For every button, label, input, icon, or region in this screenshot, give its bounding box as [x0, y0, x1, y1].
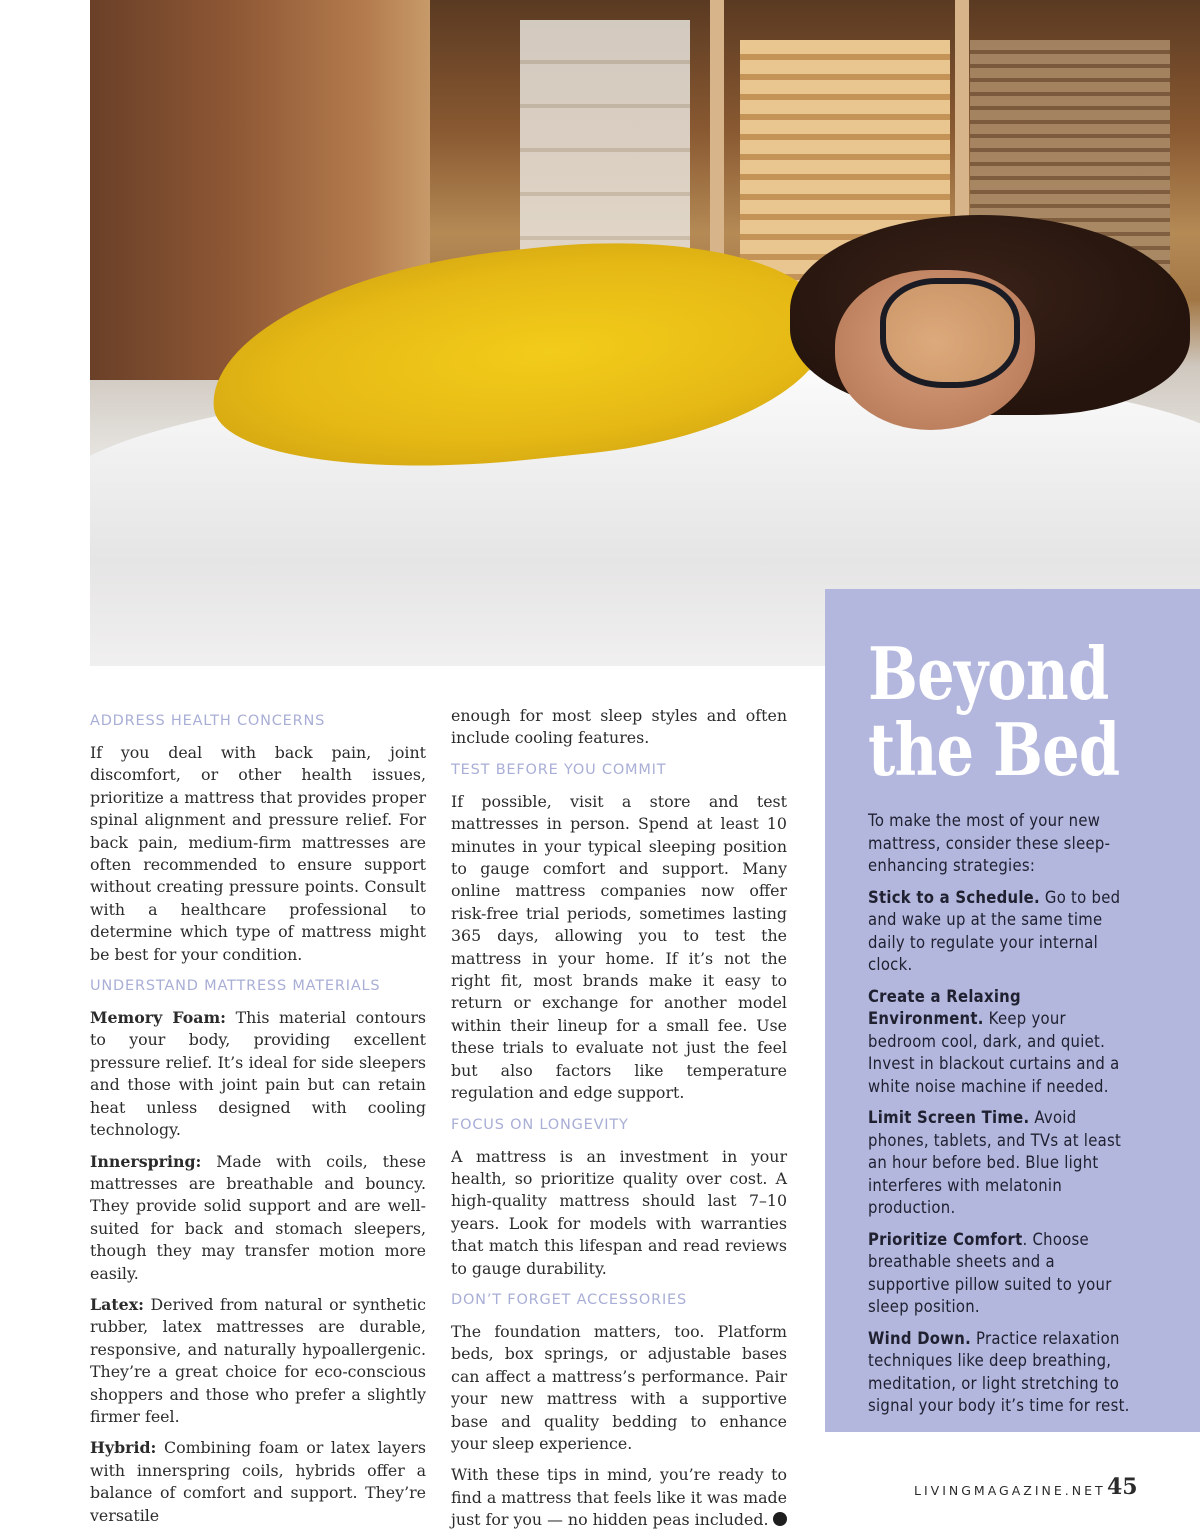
sidebar-title: [868, 631, 1130, 792]
paragraph-innerspring: [90, 1151, 426, 1285]
sidebar-body: [868, 810, 1138, 1427]
hero-photo: [90, 0, 1200, 666]
page-number: 45: [1107, 1474, 1138, 1500]
tip-text: Avoid phones, tablets, and TVs at least an hour before bed. Blue light interferes with melatonin production.: [868, 1108, 1122, 1217]
section-heading: DON’T FORGET ACCESSORIES: [451, 1291, 688, 1308]
term-text: Derived from natural or synthetic rubber, latex mattresses are durable, responsive, and naturally hypoallergenic. They’re a great choice for eco-conscious shoppers and those who prefer a slightly firmer feel.: [90, 1294, 426, 1426]
paragraph: If you deal with back pain, joint discomfort, or other health issues, prioritize a mattress that provides proper spinal alignment and pressure relief. For back pain, medium-firm mattresses are often recommended to ensure support without creating pressure points. Consult with a healthcare professional to determine which type of mattress might be best for your condition.: [90, 743, 426, 964]
section-heading: ADDRESS HEALTH CONCERNS: [90, 713, 326, 729]
paragraph: A mattress is an investment in your health, so prioritize quality over cost. A high-quality mattress should last 7–10 years. Look for models with warranties that match this lifespan and read reviews to gauge durability.: [451, 1146, 787, 1278]
section-heading: UNDERSTAND MATTRESS MATERIALS: [90, 978, 381, 995]
sidebar-title-line: Beyond: [868, 631, 1109, 716]
tip-label: Limit Screen Time.: [868, 1108, 1030, 1127]
term-text: Combining foam or latex layers with innerspring coils, hybrids offer a balance of comfort and support. They’re versatile: [90, 1438, 426, 1525]
sidebar-intro: To make the most of your new mattress, consider these sleep-enhancing strategies:: [868, 811, 1111, 875]
section-heading: FOCUS ON LONGEVITY: [451, 1116, 629, 1133]
footer-site-name: LIVINGMAGAZINE.NET: [914, 1483, 1106, 1498]
closing-paragraph: [451, 1464, 787, 1531]
paragraph: The foundation matters, too. Platform beds, box springs, or adjustable bases can affect a mattress’s performance. Pair your new mattress with a supportive base and quality bedding to enhance your sleep experience.: [451, 1321, 787, 1453]
closing-text: With these tips in mind, you’re ready to find a mattress that feels like it was made just for you — no hidden peas included.: [451, 1465, 787, 1530]
paragraph-continued: enough for most sleep styles and often include cooling features.: [451, 706, 787, 748]
tip-label: Wind Down.: [868, 1328, 972, 1348]
sidebar-tip: [868, 1328, 1138, 1418]
term-label: Latex:: [90, 1294, 144, 1314]
end-mark-icon: [773, 1512, 787, 1526]
photo-person-glasses: [880, 278, 1020, 388]
paragraph: If possible, visit a store and test mattresses in person. Spend at least 10 minutes in your typical sleeping position to gauge comfort and support. Many online mattress companies now offer risk-free trial periods, sometimes lasting 365 days, allowing you to test the mattress in your home. If it’s not the right fit, most brands make it easy to return or exchange for another model within their lineup for a small fee. Use these trials to evaluate not just the feel but also factors like temperature regulation and edge support.: [451, 791, 787, 1103]
tip-text: Keep your bedroom cool, dark, and quiet. Invest in blackout curtains and a white noise machine if needed.: [868, 1009, 1120, 1096]
sidebar-tip: [868, 887, 1138, 977]
tip-text: . Choose breathable sheets and a supportive pillow suited to your sleep position.: [868, 1229, 1112, 1316]
article-column-2: [451, 705, 787, 1538]
term-label: Innerspring:: [90, 1151, 202, 1171]
term-label: Hybrid:: [90, 1438, 157, 1458]
tip-label: Create a Relaxing Environment.: [868, 986, 1021, 1028]
article-column-1: [90, 710, 426, 1536]
paragraph-latex: [90, 1294, 426, 1428]
sidebar-tip: [868, 1229, 1138, 1319]
term-text: This material contours to your body, providing excellent pressure relief. It’s ideal for side sleepers and those with joint pain but can retain heat unless designed with cooling technology.: [90, 1008, 426, 1140]
tip-label: Prioritize Comfort: [868, 1229, 1023, 1249]
term-label: Memory Foam:: [90, 1008, 227, 1028]
sidebar-tip: [868, 1107, 1138, 1220]
tip-text: Go to bed and wake up at the same time daily to regulate your internal clock.: [868, 887, 1121, 974]
sidebar-tip: [868, 986, 1138, 1099]
paragraph-hybrid: [90, 1437, 426, 1527]
section-heading: TEST BEFORE YOU COMMIT: [451, 761, 667, 778]
tip-text: Practice relaxation techniques like deep breathing, meditation, or light stretching to signal your body it’s time for rest.: [868, 1328, 1130, 1415]
term-text: Made with coils, these mattresses are breathable and bouncy. They provide solid support and are well-suited for back and stomach sleepers, though they may transfer motion more easily.: [90, 1151, 426, 1283]
sidebar-title-line: the Bed: [868, 707, 1120, 792]
tip-label: Stick to a Schedule.: [868, 887, 1040, 907]
paragraph-memory-foam: [90, 1007, 426, 1141]
